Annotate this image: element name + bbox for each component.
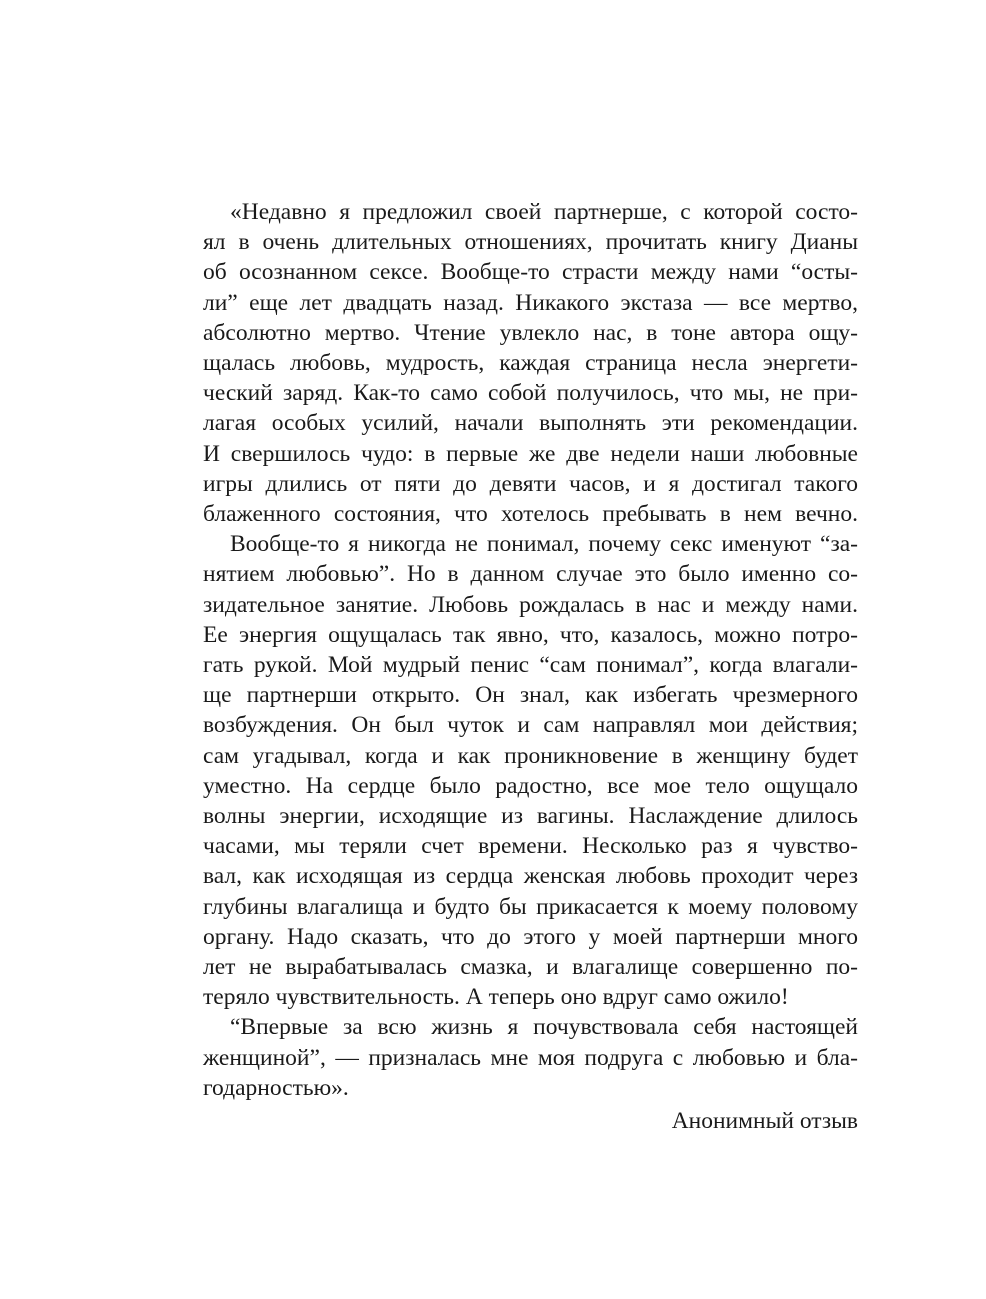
testimonial-signature: Анонимный отзыв	[671, 1108, 858, 1135]
text-line: ли” еще лет двадцать назад. Никакого экстаза — все мертво,	[203, 289, 858, 316]
text-line: часами, мы теряли счет времени. Несколько раз я чувство-	[203, 833, 858, 860]
text-line: щалась любовь, мудрость, каждая страница несла энергети-	[203, 350, 858, 377]
text-line: органу. Надо сказать, что до этого у моей партнерши много	[203, 923, 858, 950]
text-line: ял в очень длительных отношениях, прочитать книгу Дианы	[203, 229, 858, 256]
text-line: “Впервые за всю жизнь я почувствовала себя настоящей	[230, 1014, 858, 1041]
text-line: нятием любовью”. Но в данном случае это было именно со-	[203, 561, 858, 588]
text-line: годарностью».	[203, 1074, 349, 1101]
text-line: глубины влагалища и будто бы прикасается к моему половому	[203, 893, 858, 920]
testimonial-text	[203, 197, 858, 1136]
text-line: об осознанном сексе. Вообще-то страсти между нами “осты-	[203, 259, 858, 286]
text-line: И свершилось чудо: в первые же две недели наши любовные	[203, 440, 858, 467]
paragraph-1	[203, 197, 858, 529]
text-line: лет не вырабатывалась смазка, и влагалище совершенно по-	[203, 954, 858, 981]
paragraph-3	[203, 1012, 858, 1103]
text-line: гать рукой. Мой мудрый пенис “сам понимал”, когда влагали-	[203, 652, 858, 679]
text-line: сам угадывал, когда и как проникновение в женщину будет	[203, 742, 858, 769]
text-line: блаженного состояния, что хотелось пребывать в нем вечно.	[203, 501, 858, 528]
text-line: зидательное занятие. Любовь рождалась в нас и между нами.	[203, 591, 858, 618]
text-line: теряло чувствительность. А теперь оно вдруг само ожило!	[203, 984, 789, 1011]
text-line: Вообще-то я никогда не понимал, почему секс именуют “за-	[230, 531, 858, 558]
text-line: вал, как исходящая из сердца женская любовь проходит через	[203, 863, 858, 890]
text-line: «Недавно я предложил своей партнерше, с которой состо-	[230, 199, 858, 225]
text-line: лагая особых усилий, начали выполнять эти рекомендации.	[203, 410, 858, 437]
text-line: ческий заряд. Как-то само собой получилось, что мы, не при-	[203, 380, 858, 407]
text-line: ще партнерши открыто. Он знал, как избегать чрезмерного	[203, 682, 858, 709]
text-line: игры длились от пяти до девяти часов, и я достигал такого	[203, 470, 858, 497]
text-line: волны энергии, исходящие из вагины. Наслаждение длилось	[203, 803, 858, 830]
paragraph-2	[203, 529, 858, 1012]
text-line: возбуждения. Он был чуток и сам направлял мои действия;	[203, 712, 858, 739]
text-line: уместно. На сердце было радостно, все мое тело ощущало	[203, 772, 858, 799]
text-line: Ее энергия ощущалась так явно, что, казалось, можно потро-	[203, 621, 858, 648]
text-line: женщиной”, — призналась мне моя подруга с любовью и бла-	[203, 1044, 858, 1071]
text-line: абсолютно мертво. Чтение увлекло нас, в тоне автора ощу-	[203, 319, 858, 346]
